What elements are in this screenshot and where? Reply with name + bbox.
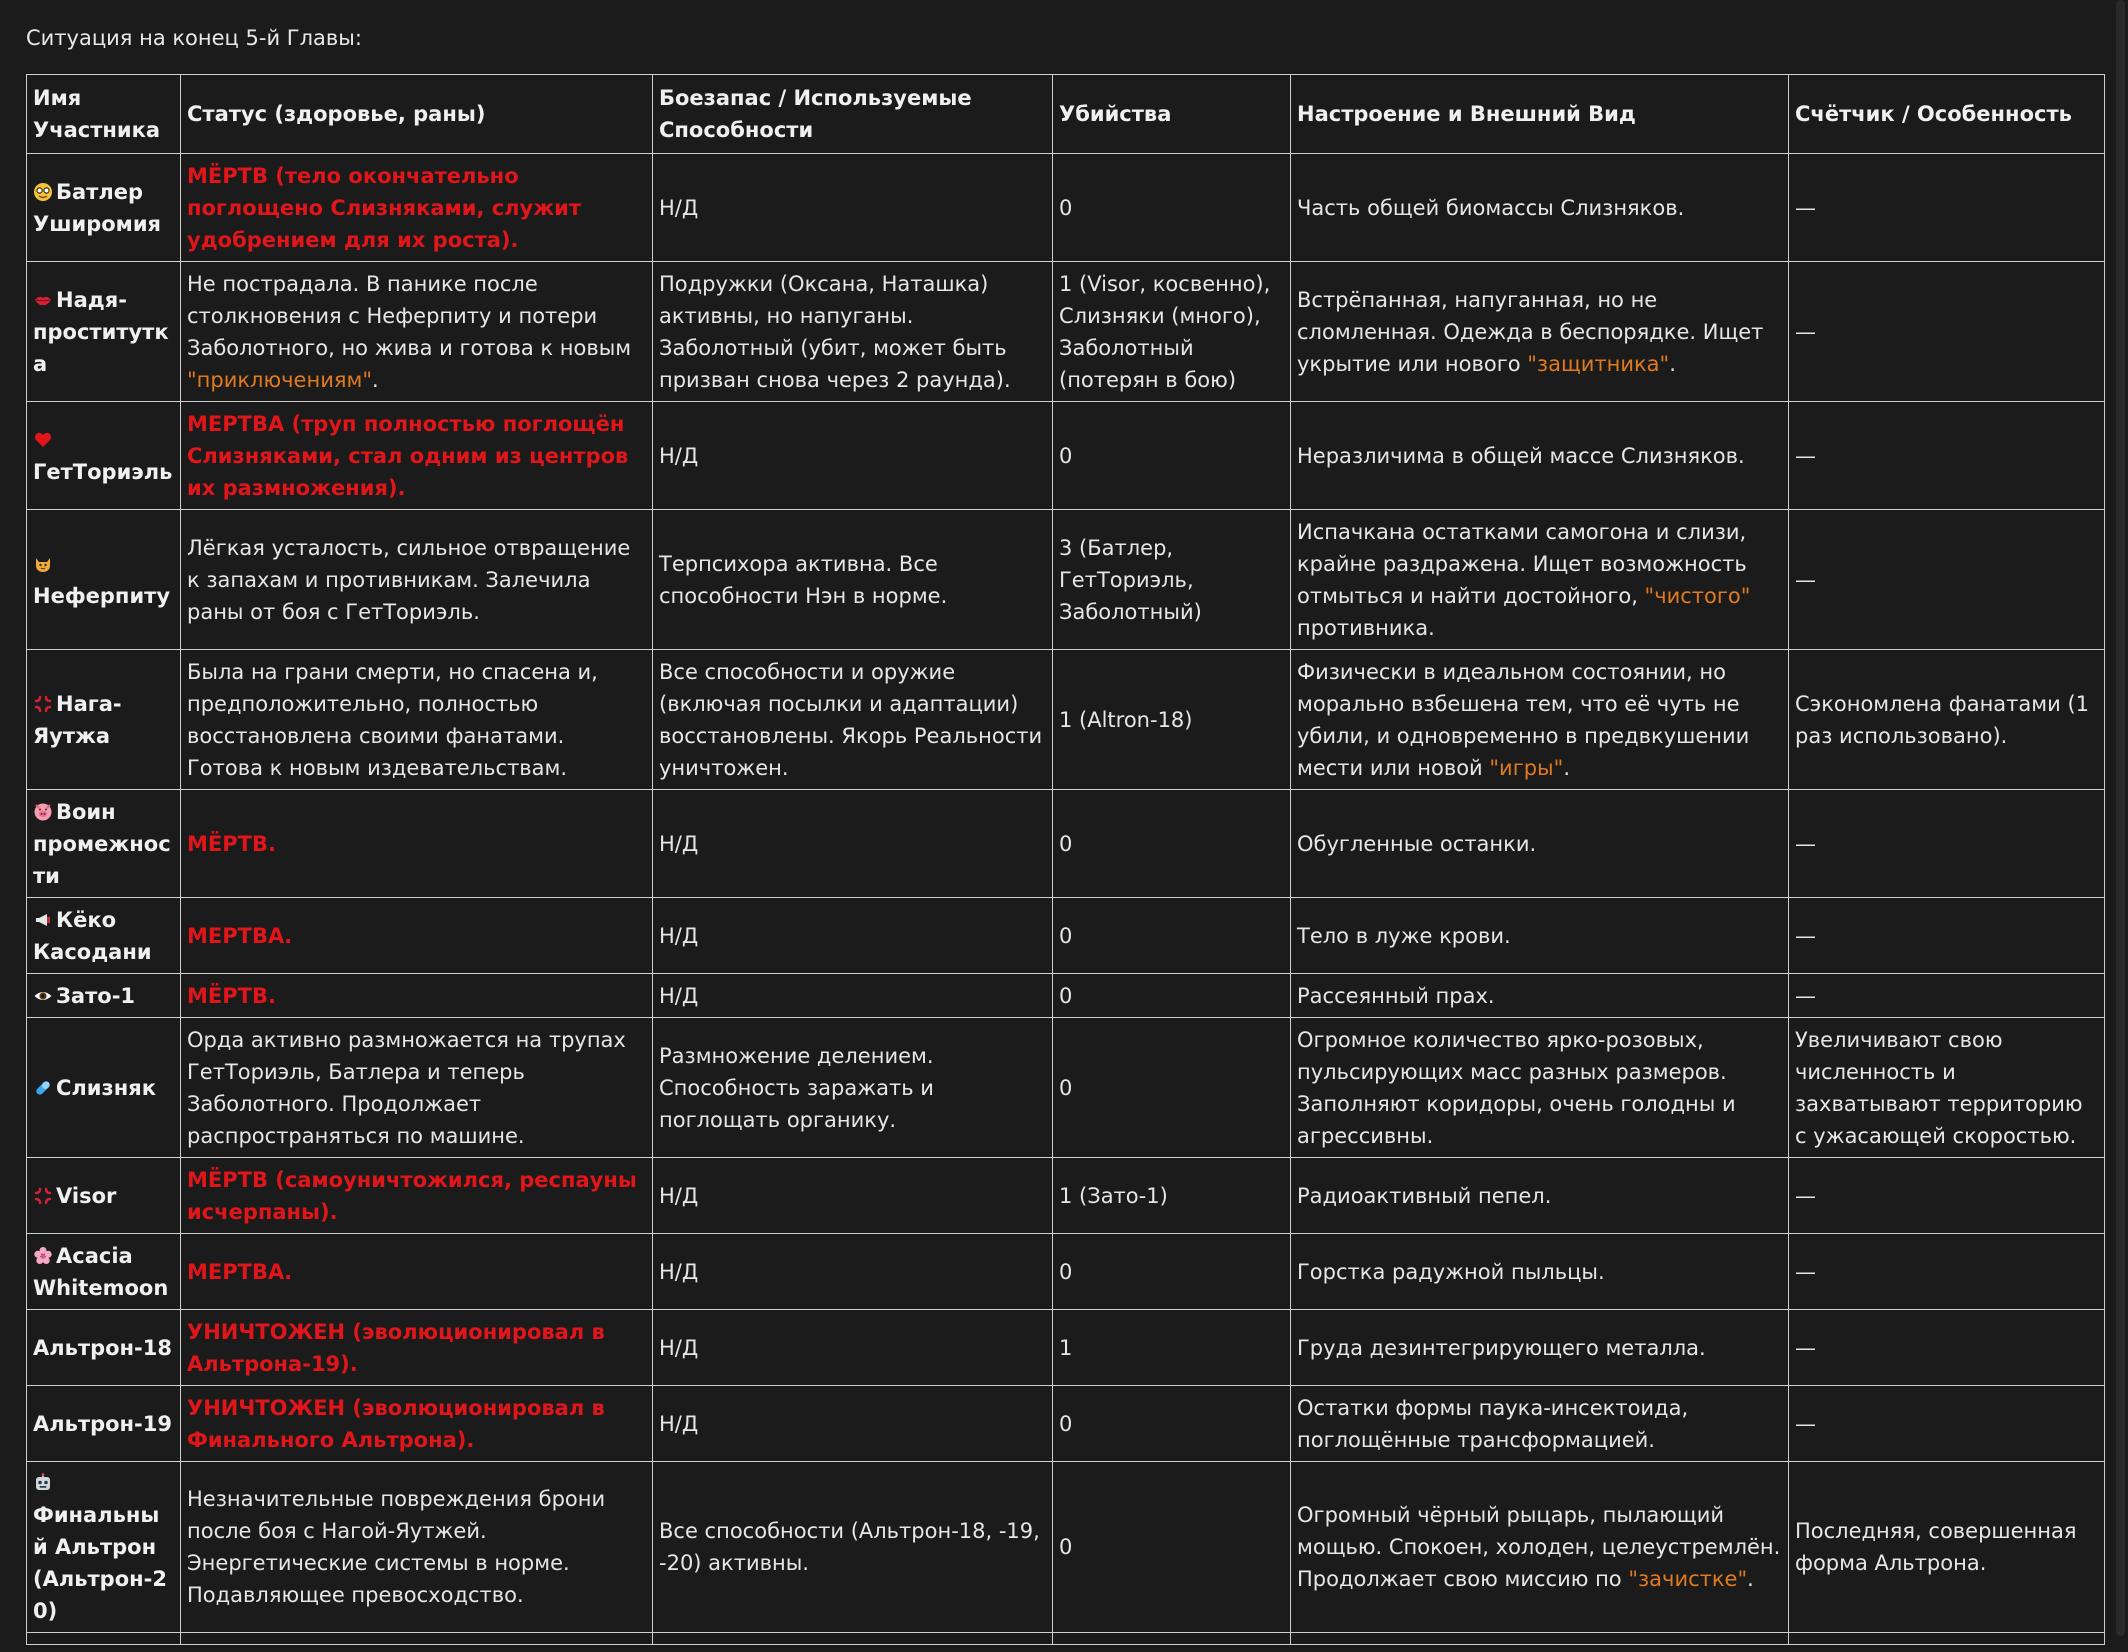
counter-cell: Увеличивают свою численность и захватывают территорию с ужасающей скоростью. xyxy=(1789,1018,2105,1158)
status-cell: МЁРТВ. xyxy=(181,974,653,1018)
mood-cell: Рассеянный прах. xyxy=(1291,974,1789,1018)
mood-cell: Тело в луже крови. xyxy=(1291,898,1789,974)
status-cell: МЕРТВА. xyxy=(181,898,653,974)
status-cell: МЁРТВ (самоуничтожился, респауны исчерпаны). xyxy=(181,1158,653,1234)
counter-cell: — xyxy=(1789,898,2105,974)
kills-cell: 1 (Altron-18) xyxy=(1053,650,1291,790)
ammo-cell: Н/Д xyxy=(653,1158,1053,1234)
status-cell: Не пострадала. В панике после столкновения с Неферпиту и потери Заболотного, но жива и готова к новым "приключениям". xyxy=(181,262,653,402)
table-row xyxy=(27,154,2105,262)
mood-cell: Груда дезинтегрирующего металла. xyxy=(1291,1310,1789,1386)
header-status: Статус (здоровье, раны) xyxy=(181,75,653,154)
kills-cell: 0 xyxy=(1053,1386,1291,1462)
page-caption: Ситуация на конец 5-й Главы: xyxy=(26,26,362,50)
header-kills: Убийства xyxy=(1053,75,1291,154)
kills-cell: 0 xyxy=(1053,1462,1291,1633)
kills-cell: 0 xyxy=(1053,898,1291,974)
table-row xyxy=(27,1018,2105,1158)
scrollbar-thumb[interactable] xyxy=(2116,0,2125,1636)
participant-name-cell: Нага-Яутжа xyxy=(27,650,181,790)
mood-cell: Огромный чёрный рыцарь, пылающий мощью. Спокоен, холоден, целеустремлён. Продолжает свою миссию по "зачистке". xyxy=(1291,1462,1789,1633)
ammo-cell: Н/Д xyxy=(653,1386,1053,1462)
kills-cell: 1 (Visor, косвенно), Слизняки (много), Заболотный (потерян в бою) xyxy=(1053,262,1291,402)
counter-cell: Последняя, совершенная форма Альтрона. xyxy=(1789,1462,2105,1633)
counter-cell: — xyxy=(1789,1234,2105,1310)
table-row xyxy=(27,510,2105,650)
anger-symbol-icon xyxy=(33,1186,53,1206)
table-header-row xyxy=(27,75,2105,154)
ammo-cell: Н/Д xyxy=(653,790,1053,898)
header-ammo: Боезапас / Используемые Способности xyxy=(653,75,1053,154)
kills-cell: 3 (Батлер, ГетТориэль, Заболотный) xyxy=(1053,510,1291,650)
heart-icon xyxy=(33,430,53,450)
table-row xyxy=(27,1462,2105,1633)
empty-cell xyxy=(653,1633,1053,1645)
empty-cell xyxy=(1789,1633,2105,1645)
participant-name-cell: Кёко Касодани xyxy=(27,898,181,974)
ammo-cell: Все способности и оружие (включая посылки и адаптации) восстановлены. Якорь Реальности уничтожен. xyxy=(653,650,1053,790)
participant-name-cell: Воин промежности xyxy=(27,790,181,898)
participant-name-cell: Слизняк xyxy=(27,1018,181,1158)
participant-name-cell: Acacia Whitemoon xyxy=(27,1234,181,1310)
table-row xyxy=(27,974,2105,1018)
robot-face-icon xyxy=(33,1473,53,1493)
pill-icon xyxy=(33,1078,53,1098)
mood-cell: Горстка радужной пыльцы. xyxy=(1291,1234,1789,1310)
kills-cell: 0 xyxy=(1053,974,1291,1018)
counter-cell: — xyxy=(1789,402,2105,510)
mood-cell: Испачкана остатками самогона и слизи, крайне раздражена. Ищет возможность отмыться и найти достойного, "чистого" противника. xyxy=(1291,510,1789,650)
ammo-cell: Н/Д xyxy=(653,402,1053,510)
ammo-cell: Размножение делением. Способность заражать и поглощать органику. xyxy=(653,1018,1053,1158)
mood-cell: Обугленные останки. xyxy=(1291,790,1789,898)
anger-symbol-icon xyxy=(33,694,53,714)
table-row xyxy=(27,898,2105,974)
vertical-scrollbar[interactable] xyxy=(2114,0,2128,1652)
status-cell: УНИЧТОЖЕН (эволюционировал в Финального Альтрона). xyxy=(181,1386,653,1462)
kills-cell: 1 xyxy=(1053,1310,1291,1386)
status-cell: Незначительные повреждения брони после боя с Нагой-Яутжей. Энергетические системы в норме. Подавляющее превосходство. xyxy=(181,1462,653,1633)
table-row xyxy=(27,1386,2105,1462)
table-row xyxy=(27,1234,2105,1310)
participant-name-cell: Visor xyxy=(27,1158,181,1234)
participant-name-cell: Надя-проститутка xyxy=(27,262,181,402)
participant-name-cell: Альтрон-18 xyxy=(27,1310,181,1386)
kills-cell: 0 xyxy=(1053,790,1291,898)
counter-cell: — xyxy=(1789,154,2105,262)
counter-cell: Сэкономлена фанатами (1 раз использовано). xyxy=(1789,650,2105,790)
table-row xyxy=(27,650,2105,790)
mood-cell: Остатки формы паука-инсектоида, поглощённые трансформацией. xyxy=(1291,1386,1789,1462)
kills-cell: 0 xyxy=(1053,154,1291,262)
participant-name-cell: ГетТориэль xyxy=(27,402,181,510)
counter-cell: — xyxy=(1789,510,2105,650)
status-cell: Лёгкая усталость, сильное отвращение к запахам и противникам. Залечила раны от боя с ГетТориэль. xyxy=(181,510,653,650)
status-cell: МЁРТВ (тело окончательно поглощено Слизняками, служит удобрением для их роста). xyxy=(181,154,653,262)
counter-cell: — xyxy=(1789,1158,2105,1234)
ammo-cell: Подружки (Оксана, Наташка) активны, но напуганы. Заболотный (убит, может быть призван снова через 2 раунда). xyxy=(653,262,1053,402)
kills-cell: 1 (Зато-1) xyxy=(1053,1158,1291,1234)
ammo-cell: Н/Д xyxy=(653,1310,1053,1386)
participant-name-cell: Неферпиту xyxy=(27,510,181,650)
table-row xyxy=(27,1310,2105,1386)
mood-cell: Часть общей биомассы Слизняков. xyxy=(1291,154,1789,262)
counter-cell: — xyxy=(1789,790,2105,898)
status-cell: УНИЧТОЖЕН (эволюционировал в Альтрона-19). xyxy=(181,1310,653,1386)
mood-cell: Физически в идеальном состоянии, но морально взбешена тем, что её чуть не убили, и одновременно в предвкушении мести или новой "игры". xyxy=(1291,650,1789,790)
ammo-cell: Н/Д xyxy=(653,974,1053,1018)
table-row xyxy=(27,402,2105,510)
counter-cell: — xyxy=(1789,1310,2105,1386)
participant-name-cell: Зато-1 xyxy=(27,974,181,1018)
participant-name-cell: Батлер Уширомия xyxy=(27,154,181,262)
header-counter: Счётчик / Особенность xyxy=(1789,75,2105,154)
header-name: Имя Участника xyxy=(27,75,181,154)
mood-cell: Огромное количество ярко-розовых, пульсирующих масс разных размеров. Заполняют коридоры, очень голодны и агрессивны. xyxy=(1291,1018,1789,1158)
kills-cell: 0 xyxy=(1053,1234,1291,1310)
empty-cell xyxy=(1053,1633,1291,1645)
cherry-blossom-icon xyxy=(33,1246,53,1266)
participant-name-cell: Альтрон-19 xyxy=(27,1386,181,1462)
empty-table-row xyxy=(27,1633,2105,1645)
mood-cell: Радиоактивный пепел. xyxy=(1291,1158,1789,1234)
ammo-cell: Терпсихора активна. Все способности Нэн в норме. xyxy=(653,510,1053,650)
counter-cell: — xyxy=(1789,974,2105,1018)
cat-face-icon xyxy=(33,554,53,574)
status-cell: МЁРТВ. xyxy=(181,790,653,898)
mood-cell: Встрёпанная, напуганная, но не сломленная. Одежда в беспорядке. Ищет укрытие или нового "защитника". xyxy=(1291,262,1789,402)
table-row xyxy=(27,262,2105,402)
counter-cell: — xyxy=(1789,262,2105,402)
status-cell: Была на грани смерти, но спасена и, предположительно, полностью восстановлена своими фанатами. Готова к новым издевательствам. xyxy=(181,650,653,790)
table-row xyxy=(27,790,2105,898)
ammo-cell: Все способности (Альтрон-18, -19, -20) активны. xyxy=(653,1462,1053,1633)
ammo-cell: Н/Д xyxy=(653,898,1053,974)
table-row xyxy=(27,1158,2105,1234)
status-cell: МЕРТВА (труп полностью поглощён Слизняками, стал одним из центров их размножения). xyxy=(181,402,653,510)
status-cell: МЕРТВА. xyxy=(181,1234,653,1310)
header-mood: Настроение и Внешний Вид xyxy=(1291,75,1789,154)
counter-cell: — xyxy=(1789,1386,2105,1462)
empty-cell xyxy=(181,1633,653,1645)
nerd-face-icon xyxy=(33,182,53,202)
participant-name-cell: Финальный Альтрон (Альтрон-20) xyxy=(27,1462,181,1633)
empty-cell xyxy=(1291,1633,1789,1645)
kills-cell: 0 xyxy=(1053,1018,1291,1158)
empty-cell xyxy=(27,1633,181,1645)
ammo-cell: Н/Д xyxy=(653,1234,1053,1310)
kills-cell: 0 xyxy=(1053,402,1291,510)
lips-icon xyxy=(33,290,53,310)
status-cell: Орда активно размножается на трупах ГетТориэль, Батлера и теперь Заболотного. Продолжает распространяться по машине. xyxy=(181,1018,653,1158)
mood-cell: Неразличима в общей массе Слизняков. xyxy=(1291,402,1789,510)
pig-face-icon xyxy=(33,802,53,822)
ammo-cell: Н/Д xyxy=(653,154,1053,262)
eye-icon xyxy=(33,986,53,1006)
megaphone-icon xyxy=(33,910,53,930)
participants-table xyxy=(26,74,2105,1645)
